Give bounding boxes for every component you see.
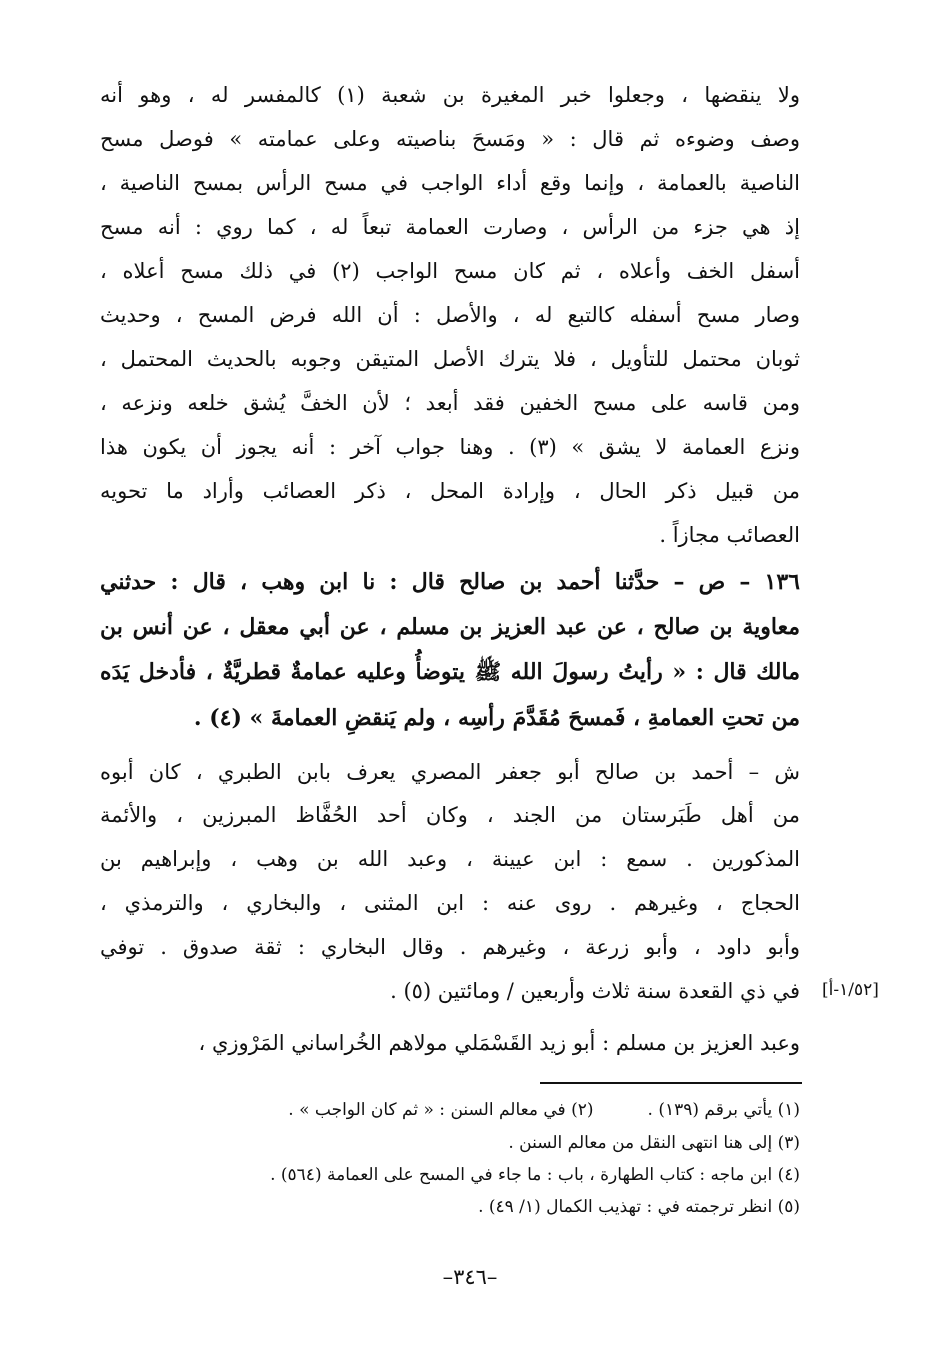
footnote-separator xyxy=(540,1082,802,1084)
book-page: ولا ينقضها ، وجعلوا خبر المغيرة بن شعبة (١) كالمفسر له ، وهو أنه وصف وضوءه ثم قال : « ومَسحَ بناصيته وعلى عمامته » فوصل مسح الناصية بالعمامة ، وإنما وقع أداء الواجب في مسح الرأس بمسح الناصية ، إذ هي جزء من الرأس ، وصارت العمامة تبعاً له ، كما روي : أنه مسح أسفل الخف وأعلاه ، ثم كان مسح الواجب (٢) في ذلك مسح أعلاه ، وصار مسح أسفله كالتبع له ، والأصل : أن الله فرض المسح ، وحديث ثوبان محتمل للتأويل ، فلا يترك الأصل المتيقن وجوبه بالحديث المحتمل ، ومن قاسه على مسح الخفين فقد أبعد ؛ لأن الخفَّ يُشق خلعه ونزعه ، ونزع العمامة لا يشق » (٣) . وهنا جواب آخر : أنه يجوز أن يكون هذا من قبيل ذكر الحال ، وإرادة المحل ، ذكر العصائب وأراد ما تحويه العصائب مجازاً . ١٣٦ – ص – حدَّثنا أحمد بن صالح قال : نا ابن وهب ، قال : حدثني معاوية بن صالح ، عن عبد العزيز بن مسلم ، عن أبي معقل ، عن أنس بن مالك قال : « رأيتُ رسولَ الله ﷺ يتوضأُ وعليه عمامةٌ قطريَّةٌ ، فأدخل يَدَه من تحتِ العمامةِ ، فَمسحَ مُقَدَّمَ رأسِه ، ولم يَنقضِ العمامةَ » (٤) . ش – أحمد بن صالح أبو جعفر المصري يعرف بابن الطبري ، كان أبوه من أهل طَبَرستان من الجند ، وكان أحد الحُفَّاظ المبرزين ، والأئمة المذكورين . سمع : ابن عيينة ، وعبد الله بن وهب ، وإبراهيم بن الحجاج ، وغيرهم . روى عنه : ابن المثنى ، والبخاري ، والترمذي ، وأبو داود ، وأبو زرعة ، وغيرهم . وقال البخاري : ثقة صدوق . توفي في ذي القعدة سنة ثلاث وأربعين / ومائتين (٥) . وعبد العزيز بن مسلم : أبو زيد القَسْمَلي مولاهم الخُراساني المَرْوزي ، [١/٥٢-أ] (١) يأتي برقم (١٣٩) . (٢) في معالم السنن : « ثم كان الواجب » . (٣) إلى هنا انتهى النقل من معالم السنن . (٤) ابن ماجه : كتاب الطهارة ، باب : ما جاء في المسح على العمامة (٥٦٤) . (٥) انظر ترجمته في : تهذيب الكمال (١/ ٤٩) . –٣٤٦– xyxy=(0,0,940,1360)
page-number: –٣٤٦– xyxy=(442,1265,498,1289)
manuscript-folio-reference: [١/٥٢-أ] xyxy=(822,980,879,1000)
